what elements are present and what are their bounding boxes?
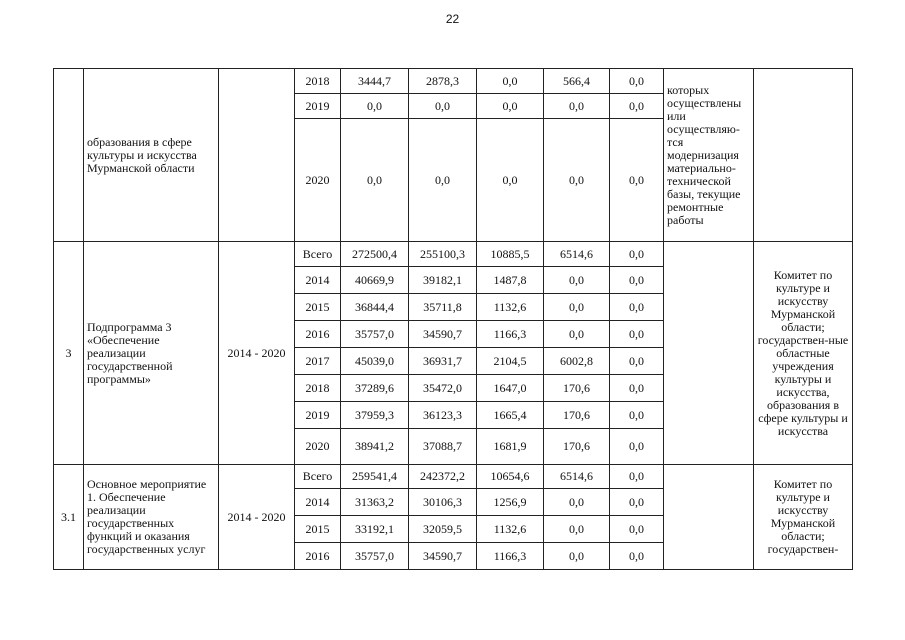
federal-budget-cell: 1166,3 xyxy=(477,543,544,570)
federal-budget-cell: 0,0 xyxy=(477,119,544,242)
year-cell: 2020 xyxy=(295,119,341,242)
total-cell: 36844,4 xyxy=(341,294,409,321)
item-index: 3.1 xyxy=(54,465,84,570)
budget-table xyxy=(53,68,853,570)
year-cell: 2016 xyxy=(295,321,341,348)
item-period: 2014 - 2020 xyxy=(219,465,295,570)
federal-budget-cell: 1487,8 xyxy=(477,267,544,294)
other-sources-cell: 0,0 xyxy=(610,402,664,429)
table-row xyxy=(54,242,853,267)
federal-budget-cell: 10654,6 xyxy=(477,465,544,489)
year-cell: Всего xyxy=(295,242,341,267)
page-number: 22 xyxy=(445,12,460,26)
item-period xyxy=(219,69,295,242)
year-cell: 2014 xyxy=(295,267,341,294)
regional-budget-cell: 30106,3 xyxy=(409,489,477,516)
item-name: образования в сфере культуры и искусства Мурманской области xyxy=(84,69,219,242)
other-sources-cell: 0,0 xyxy=(610,543,664,570)
local-budget-cell: 6514,6 xyxy=(544,242,610,267)
regional-budget-cell: 2878,3 xyxy=(409,69,477,94)
indicator-note xyxy=(664,465,754,570)
local-budget-cell: 0,0 xyxy=(544,94,610,119)
local-budget-cell: 0,0 xyxy=(544,119,610,242)
table-row xyxy=(54,69,853,94)
other-sources-cell: 0,0 xyxy=(610,69,664,94)
local-budget-cell: 170,6 xyxy=(544,402,610,429)
local-budget-cell: 170,6 xyxy=(544,375,610,402)
table-row xyxy=(54,465,853,489)
federal-budget-cell: 1166,3 xyxy=(477,321,544,348)
local-budget-cell: 0,0 xyxy=(544,321,610,348)
other-sources-cell: 0,0 xyxy=(610,321,664,348)
other-sources-cell: 0,0 xyxy=(610,242,664,267)
other-sources-cell: 0,0 xyxy=(610,375,664,402)
total-cell: 0,0 xyxy=(341,119,409,242)
other-sources-cell: 0,0 xyxy=(610,94,664,119)
regional-budget-cell: 255100,3 xyxy=(409,242,477,267)
local-budget-cell: 6514,6 xyxy=(544,465,610,489)
federal-budget-cell: 10885,5 xyxy=(477,242,544,267)
regional-budget-cell: 37088,7 xyxy=(409,429,477,465)
federal-budget-cell: 0,0 xyxy=(477,94,544,119)
federal-budget-cell: 1132,6 xyxy=(477,294,544,321)
other-sources-cell: 0,0 xyxy=(610,267,664,294)
total-cell: 3444,7 xyxy=(341,69,409,94)
year-cell: 2018 xyxy=(295,69,341,94)
local-budget-cell: 0,0 xyxy=(544,267,610,294)
local-budget-cell: 0,0 xyxy=(544,516,610,543)
item-period: 2014 - 2020 xyxy=(219,242,295,465)
federal-budget-cell: 1681,9 xyxy=(477,429,544,465)
indicator-note: которых осуществлены или осуществляю-тся модернизация материально-технической базы, текущие ремонтные работы xyxy=(664,69,754,242)
regional-budget-cell: 36123,3 xyxy=(409,402,477,429)
total-cell: 37289,6 xyxy=(341,375,409,402)
other-sources-cell: 0,0 xyxy=(610,294,664,321)
regional-budget-cell: 0,0 xyxy=(409,119,477,242)
total-cell: 259541,4 xyxy=(341,465,409,489)
other-sources-cell: 0,0 xyxy=(610,465,664,489)
federal-budget-cell: 1132,6 xyxy=(477,516,544,543)
total-cell: 38941,2 xyxy=(341,429,409,465)
year-cell: 2019 xyxy=(295,94,341,119)
other-sources-cell: 0,0 xyxy=(610,429,664,465)
regional-budget-cell: 242372,2 xyxy=(409,465,477,489)
other-sources-cell: 0,0 xyxy=(610,119,664,242)
year-cell: 2020 xyxy=(295,429,341,465)
indicator-note xyxy=(664,242,754,465)
other-sources-cell: 0,0 xyxy=(610,516,664,543)
regional-budget-cell: 32059,5 xyxy=(409,516,477,543)
local-budget-cell: 0,0 xyxy=(544,489,610,516)
federal-budget-cell: 2104,5 xyxy=(477,348,544,375)
regional-budget-cell: 34590,7 xyxy=(409,321,477,348)
executor-cell: Комитет по культуре и искусству Мурманской области; государствен- xyxy=(754,465,853,570)
local-budget-cell: 6002,8 xyxy=(544,348,610,375)
local-budget-cell: 566,4 xyxy=(544,69,610,94)
local-budget-cell: 0,0 xyxy=(544,543,610,570)
item-index: 3 xyxy=(54,242,84,465)
year-cell: 2018 xyxy=(295,375,341,402)
other-sources-cell: 0,0 xyxy=(610,348,664,375)
year-cell: Всего xyxy=(295,465,341,489)
regional-budget-cell: 39182,1 xyxy=(409,267,477,294)
total-cell: 0,0 xyxy=(341,94,409,119)
regional-budget-cell: 34590,7 xyxy=(409,543,477,570)
item-index xyxy=(54,69,84,242)
total-cell: 40669,9 xyxy=(341,267,409,294)
total-cell: 35757,0 xyxy=(341,321,409,348)
item-name: Подпрограмма 3 «Обеспечение реализации государственной программы» xyxy=(84,242,219,465)
total-cell: 33192,1 xyxy=(341,516,409,543)
total-cell: 31363,2 xyxy=(341,489,409,516)
regional-budget-cell: 35711,8 xyxy=(409,294,477,321)
year-cell: 2019 xyxy=(295,402,341,429)
regional-budget-cell: 36931,7 xyxy=(409,348,477,375)
regional-budget-cell: 0,0 xyxy=(409,94,477,119)
local-budget-cell: 0,0 xyxy=(544,294,610,321)
year-cell: 2017 xyxy=(295,348,341,375)
year-cell: 2015 xyxy=(295,294,341,321)
total-cell: 37959,3 xyxy=(341,402,409,429)
total-cell: 272500,4 xyxy=(341,242,409,267)
executor-cell: Комитет по культуре и искусству Мурманской области; государствен-ные областные учреждения культуры и искусства, образования в сфере культуры и искусства xyxy=(754,242,853,465)
item-name: Основное мероприятие 1. Обеспечение реализации государственных функций и оказания государственных услуг xyxy=(84,465,219,570)
total-cell: 45039,0 xyxy=(341,348,409,375)
local-budget-cell: 170,6 xyxy=(544,429,610,465)
total-cell: 35757,0 xyxy=(341,543,409,570)
federal-budget-cell: 1256,9 xyxy=(477,489,544,516)
federal-budget-cell: 1647,0 xyxy=(477,375,544,402)
year-cell: 2016 xyxy=(295,543,341,570)
executor-cell xyxy=(754,69,853,242)
other-sources-cell: 0,0 xyxy=(610,489,664,516)
federal-budget-cell: 0,0 xyxy=(477,69,544,94)
federal-budget-cell: 1665,4 xyxy=(477,402,544,429)
regional-budget-cell: 35472,0 xyxy=(409,375,477,402)
year-cell: 2014 xyxy=(295,489,341,516)
year-cell: 2015 xyxy=(295,516,341,543)
